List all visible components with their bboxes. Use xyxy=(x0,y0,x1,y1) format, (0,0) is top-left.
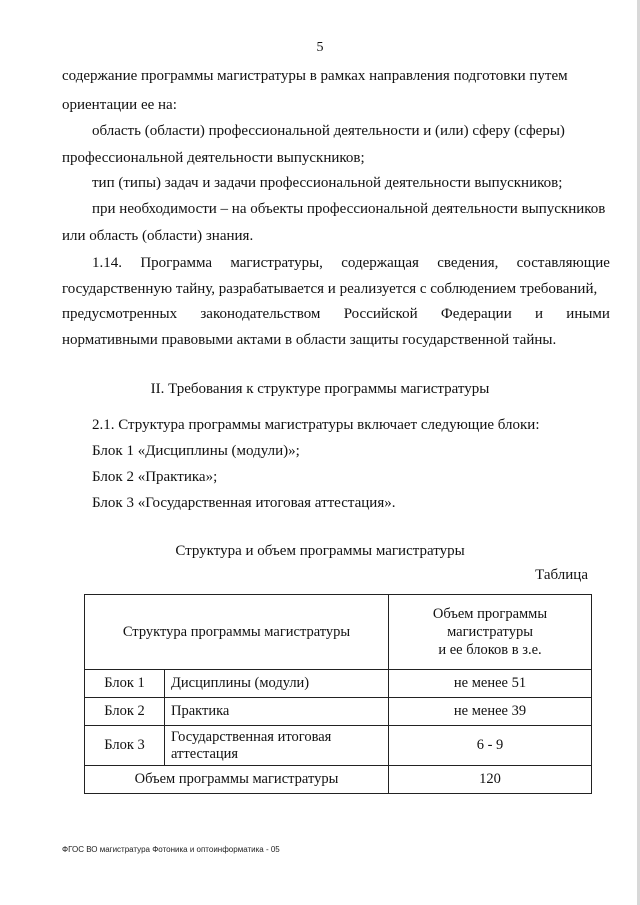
volume-cell: не менее 51 xyxy=(389,670,592,698)
section-line: Блок 2 «Практика»; xyxy=(92,469,218,485)
word: 1.14. xyxy=(92,255,122,271)
text-line: при необходимости – на объекты профессиональной деятельности выпускников xyxy=(92,201,606,217)
section-line: 2.1. Структура программы магистратуры включает следующие блоки: xyxy=(92,417,540,433)
total-label: Объем программы магистратуры xyxy=(85,766,389,794)
block-cell: Блок 3 xyxy=(85,726,165,766)
volume-cell: 6 - 9 xyxy=(389,726,592,766)
text-line: тип (типы) задач и задачи профессиональной деятельности выпускников; xyxy=(92,175,563,191)
header-volume-line: и ее блоков в з.е. xyxy=(438,642,542,658)
word: законодательством xyxy=(200,306,321,322)
page-number: 5 xyxy=(316,40,324,55)
word: Российской xyxy=(343,306,418,322)
text-line: профессиональной деятельности выпускников; xyxy=(62,150,365,166)
section-line: Блок 3 «Государственная итоговая аттестация». xyxy=(92,495,396,511)
table-row xyxy=(85,670,592,698)
text-line: содержание программы магистратуры в рамках направления подготовки путем xyxy=(62,68,568,84)
text-line: нормативными правовыми актами в области защиты государственной тайны. xyxy=(62,332,557,348)
name-cell: Государственная итоговая аттестация xyxy=(165,726,389,766)
header-structure: Структура программы магистратуры xyxy=(85,595,389,670)
word: Федерации xyxy=(440,306,512,322)
justified-line xyxy=(62,305,610,323)
word: Программа xyxy=(140,255,213,271)
block-cell: Блок 1 xyxy=(85,670,165,698)
footer: ФГОС ВО магистратура Фотоника и оптоинформатика - 05 xyxy=(62,845,280,854)
header-volume-line: Объем программы xyxy=(432,606,548,622)
table-title: Структура и объем программы магистратуры xyxy=(175,543,465,559)
word: предусмотренных xyxy=(62,306,178,322)
word: составляющие xyxy=(516,255,610,271)
volume-cell: не менее 39 xyxy=(389,698,592,726)
header-volume xyxy=(389,595,592,670)
table-total-row xyxy=(85,766,592,794)
text-line: государственную тайну, разрабатывается и реализуется с соблюдением требований, xyxy=(62,281,598,297)
justified-line xyxy=(92,254,610,272)
word: и xyxy=(535,306,544,322)
word: магистратуры, xyxy=(230,255,323,271)
word: содержащая xyxy=(341,255,419,271)
table-header-row xyxy=(85,595,592,670)
section-line: Блок 1 «Дисциплины (модули)»; xyxy=(92,443,300,459)
word: иными xyxy=(566,306,610,322)
name-cell: Практика xyxy=(165,698,389,726)
structure-table xyxy=(84,594,592,794)
header-volume-line: магистратуры xyxy=(447,624,533,640)
total-value: 120 xyxy=(389,766,592,794)
table-row xyxy=(85,698,592,726)
text-line: или область (области) знания. xyxy=(62,228,254,244)
text-line: область (области) профессиональной деятельности и (или) сферу (сферы) xyxy=(92,123,565,139)
word: сведения, xyxy=(437,255,499,271)
table-row xyxy=(85,726,592,766)
name-cell: Дисциплины (модули) xyxy=(165,670,389,698)
text-line: ориентации ее на: xyxy=(62,97,177,113)
table-caption: Таблица xyxy=(535,567,588,583)
block-cell: Блок 2 xyxy=(85,698,165,726)
section-title: II. Требования к структуре программы магистратуры xyxy=(150,381,490,397)
